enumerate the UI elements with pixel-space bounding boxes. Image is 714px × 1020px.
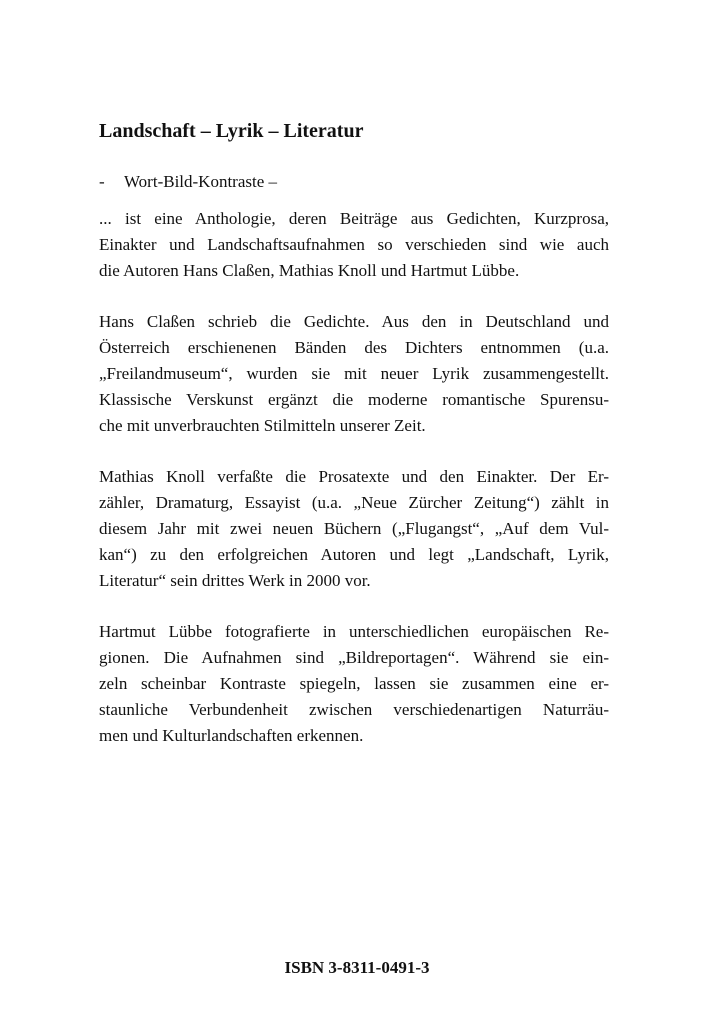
- text-line: diesem Jahr mit zwei neuen Büchern („Flugangst“, „Auf dem Vul-: [99, 519, 609, 538]
- text-line: ... ist eine Anthologie, deren Beiträge aus Gedichten, Kurzprosa,: [99, 209, 609, 228]
- paragraph-classen: [99, 309, 609, 439]
- text-line: Einakter und Landschaftsaufnahmen so verschieden sind wie auch: [99, 235, 609, 254]
- text-line: Hartmut Lübbe fotografierte in unterschiedlichen europäischen Re-: [99, 622, 609, 641]
- paragraph-knoll: [99, 464, 609, 594]
- text-line: Österreich erschienenen Bänden des Dichters entnommen (u.a.: [99, 338, 609, 357]
- text-line: „Freilandmuseum“, wurden sie mit neuer Lyrik zusammengestellt.: [99, 364, 609, 383]
- page-title: Landschaft – Lyrik – Literatur: [99, 120, 364, 142]
- text-line: Hans Claßen schrieb die Gedichte. Aus den in Deutschland und: [99, 312, 609, 331]
- text-line: zeln scheinbar Kontraste spiegeln, lassen sie zusammen eine er-: [99, 674, 609, 693]
- text-line: Klassische Verskunst ergänzt die moderne romantische Spurensu-: [99, 390, 609, 409]
- text-line: Literatur“ sein drittes Werk in 2000 vor.: [99, 571, 371, 590]
- text-line: die Autoren Hans Claßen, Mathias Knoll und Hartmut Lübbe.: [99, 261, 520, 280]
- paragraph-luebbe: [99, 619, 609, 749]
- subtitle-text: Wort-Bild-Kontraste –: [124, 172, 278, 191]
- text-line: che mit unverbrauchten Stilmitteln unserer Zeit.: [99, 416, 426, 435]
- subtitle: [99, 172, 277, 192]
- text-line: kan“) zu den erfolgreichen Autoren und legt „Landschaft, Lyrik,: [99, 545, 609, 564]
- text-line: zähler, Dramaturg, Essayist (u.a. „Neue Zürcher Zeitung“) zählt in: [99, 493, 609, 512]
- text-line: staunliche Verbundenheit zwischen verschiedenartigen Naturräu-: [99, 700, 609, 719]
- body-text: [99, 206, 609, 774]
- subtitle-dash: -: [99, 172, 105, 191]
- text-line: men und Kulturlandschaften erkennen.: [99, 726, 364, 745]
- paragraph-intro: [99, 206, 609, 284]
- isbn-number: ISBN 3-8311-0491-3: [284, 958, 430, 977]
- text-line: Mathias Knoll verfaßte die Prosatexte und den Einakter. Der Er-: [99, 467, 609, 486]
- text-line: gionen. Die Aufnahmen sind „Bildreportagen“. Während sie ein-: [99, 648, 609, 667]
